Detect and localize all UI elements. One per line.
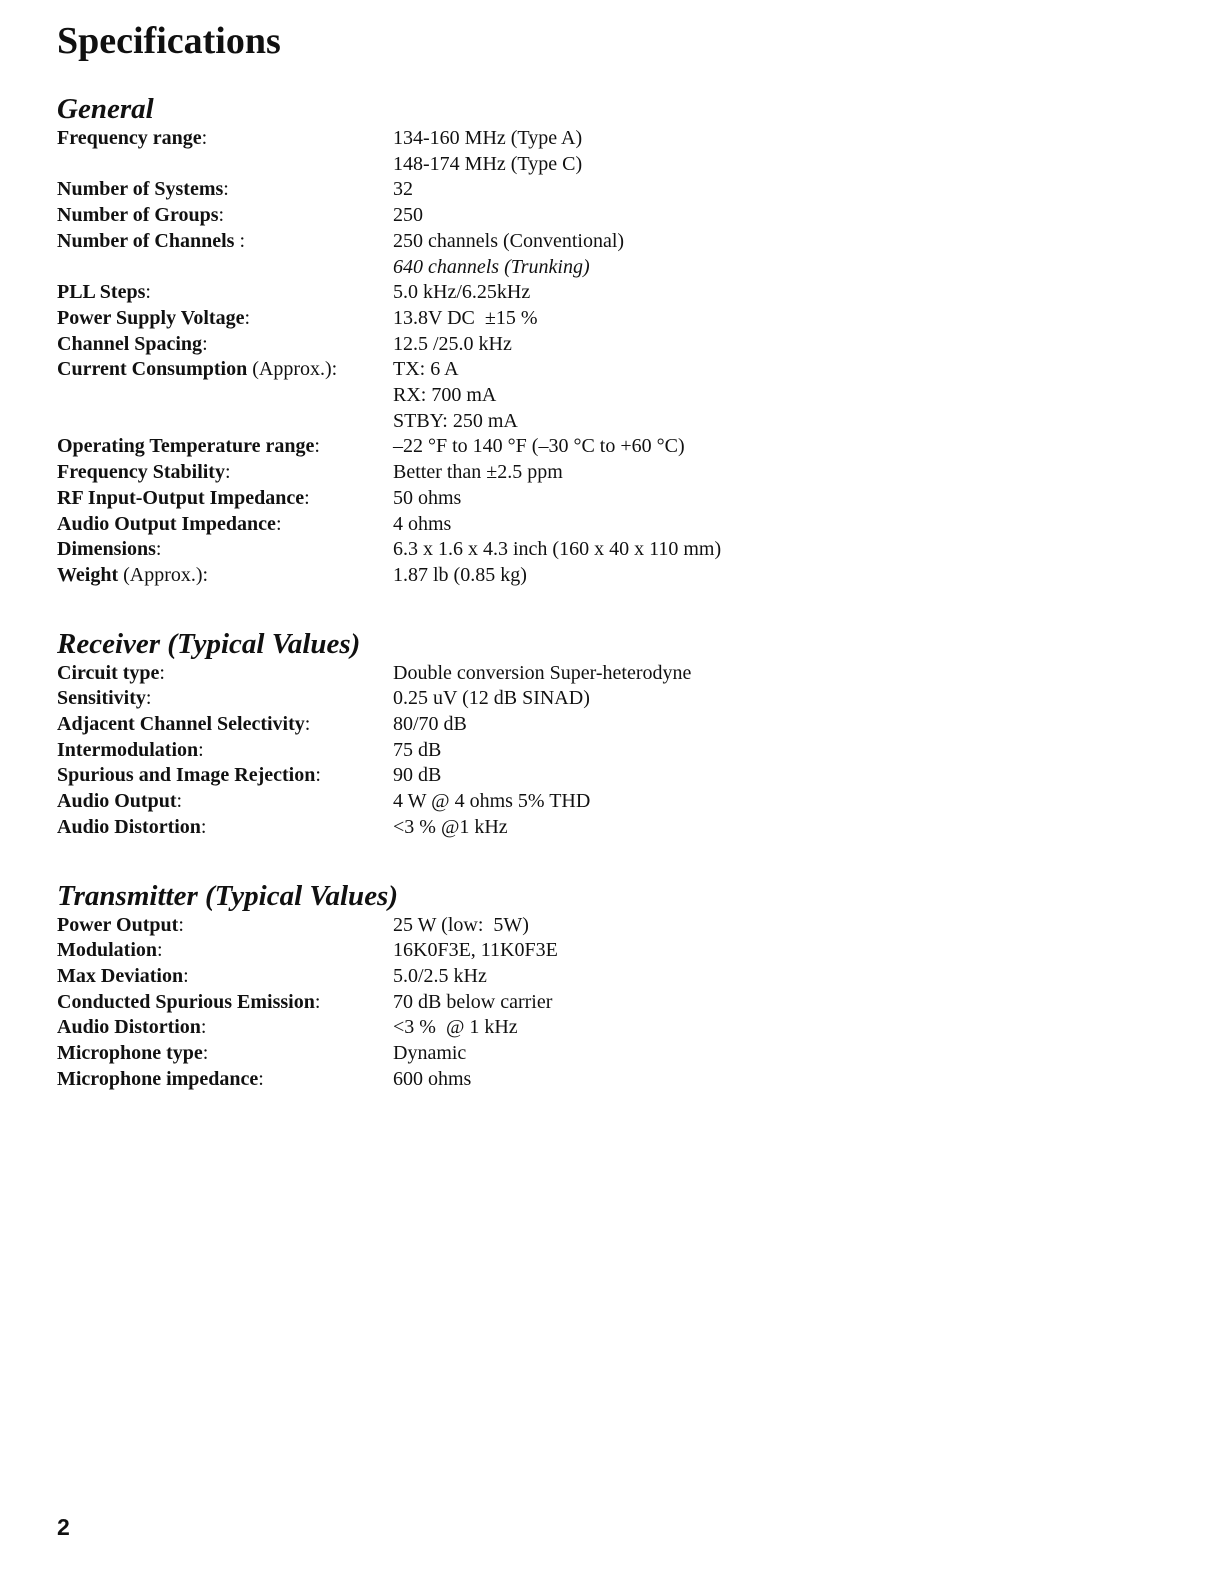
spec-label-name: Frequency range: [57, 127, 202, 149]
spec-values: [393, 357, 1177, 434]
spec-value: 250: [393, 204, 423, 227]
spec-label: [57, 738, 393, 764]
spec-label-suffix: (Approx.):: [118, 563, 209, 586]
spec-label-name: Frequency Stability: [57, 461, 225, 484]
spec-label-suffix: :: [258, 1067, 264, 1090]
spec-label: [57, 938, 393, 964]
spec-value: STBY: 250 mA: [393, 409, 518, 432]
spec-value: 4 ohms: [393, 512, 452, 535]
spec-label-suffix: :: [218, 204, 225, 227]
spec-values: [393, 789, 1177, 815]
spec-row: [57, 486, 1177, 512]
spec-values: [393, 990, 1177, 1016]
spec-values: [393, 913, 1177, 939]
spec-values: [393, 763, 1177, 789]
spec-values: [393, 1015, 1177, 1041]
spec-label-name: Adjacent Channel Selectivity: [57, 713, 305, 736]
spec-label-suffix: :: [223, 178, 229, 201]
section-heading: Transmitter (Typical Values): [57, 879, 399, 912]
spec-label-name: Current Consumption: [57, 358, 248, 381]
spec-label: [57, 990, 393, 1016]
spec-label: [57, 1067, 393, 1093]
spec-label-name: Power Supply Voltage: [57, 306, 245, 329]
spec-value: 250 channels (Conventional): [393, 229, 625, 252]
spec-values: [393, 1041, 1177, 1067]
spec-section: [57, 881, 1177, 1093]
spec-label-suffix: (Approx.):: [247, 358, 338, 381]
spec-label-suffix: :: [275, 512, 282, 535]
spec-values: [393, 229, 1177, 280]
spec-label: [57, 1015, 393, 1041]
spec-label-name: Audio Output: [57, 790, 177, 813]
spec-label: [57, 964, 393, 990]
section-heading: Receiver (Typical Values): [57, 627, 361, 660]
spec-values: [393, 738, 1177, 764]
spec-row: [57, 177, 1177, 203]
spec-value: 25 W (low: 5W): [393, 913, 529, 936]
spec-label-name: Audio Distortion: [57, 1016, 201, 1039]
spec-label-name: Circuit type: [57, 661, 160, 684]
spec-page: [57, 18, 1177, 1093]
spec-value: 50 ohms: [393, 486, 462, 509]
spec-sections: [57, 94, 1177, 1093]
spec-row: [57, 537, 1177, 563]
spec-label-name: Number of Channels: [57, 229, 235, 252]
spec-values: [393, 280, 1177, 306]
spec-values: [393, 563, 1177, 589]
spec-label-suffix: :: [178, 913, 184, 936]
spec-value: 4 W @ 4 ohms 5% THD: [393, 790, 591, 813]
spec-values: [393, 434, 1177, 460]
spec-value: 80/70 dB: [393, 713, 467, 736]
spec-label-name: Sensitivity: [57, 687, 146, 710]
spec-label: [57, 512, 393, 538]
spec-value: 32: [393, 178, 413, 201]
spec-values: [393, 203, 1177, 229]
spec-row: [57, 203, 1177, 229]
spec-row: [57, 712, 1177, 738]
spec-label-suffix: :: [200, 815, 207, 838]
spec-row: [57, 434, 1177, 460]
spec-label-suffix: :: [176, 790, 183, 813]
spec-value: 148-174 MHz (Type C): [393, 152, 583, 175]
spec-label: [57, 332, 393, 358]
spec-label: [57, 763, 393, 789]
spec-label-suffix: :: [314, 990, 321, 1013]
spec-label-name: Operating Temperature range: [57, 435, 315, 458]
spec-value: 134-160 MHz (Type A): [393, 127, 583, 149]
spec-label-name: Max Deviation: [57, 964, 184, 987]
spec-row: [57, 229, 1177, 280]
spec-label-name: Dimensions: [57, 538, 156, 561]
spec-label-suffix: :: [155, 538, 162, 561]
spec-label: [57, 686, 393, 712]
spec-values: [393, 177, 1177, 203]
spec-label-suffix: :: [304, 486, 310, 509]
spec-value: 640 channels (Trunking): [393, 255, 590, 278]
spec-label-suffix: :: [200, 1016, 207, 1039]
spec-label-name: Spurious and Image Rejection: [57, 764, 316, 787]
spec-values: [393, 306, 1177, 332]
spec-label: [57, 913, 393, 939]
spec-value: TX: 6 A: [393, 358, 459, 381]
spec-value: RX: 700 mA: [393, 384, 497, 407]
spec-value: Dynamic: [393, 1042, 467, 1065]
spec-label-name: RF Input-Output Impedance: [57, 486, 305, 509]
page-number: 2: [57, 1514, 70, 1540]
spec-values: [393, 686, 1177, 712]
spec-label-name: Weight: [57, 563, 119, 586]
spec-section: [57, 629, 1177, 841]
spec-row: [57, 738, 1177, 764]
spec-label-suffix: :: [157, 939, 163, 962]
spec-label-suffix: :: [315, 764, 321, 787]
spec-row: [57, 1067, 1177, 1093]
spec-values: [393, 460, 1177, 486]
spec-value: <3 % @1 kHz: [393, 815, 508, 838]
spec-values: [393, 512, 1177, 538]
spec-row: [57, 763, 1177, 789]
spec-value: 16K0F3E, 11K0F3E: [393, 939, 558, 962]
spec-value: 70 dB below carrier: [393, 990, 553, 1013]
spec-value: 90 dB: [393, 764, 442, 787]
spec-label: [57, 177, 393, 203]
spec-label: [57, 563, 393, 589]
spec-value: 75 dB: [393, 738, 442, 761]
spec-value: Double conversion Super-heterodyne: [393, 661, 692, 684]
spec-label: [57, 789, 393, 815]
spec-values: [393, 1067, 1177, 1093]
spec-value: 5.0 kHz/6.25kHz: [393, 281, 531, 304]
spec-label-suffix: :: [202, 332, 208, 355]
section-heading: General: [57, 93, 154, 125]
spec-value: 13.8V DC ±15 %: [393, 306, 538, 329]
spec-values: [393, 712, 1177, 738]
spec-label: [57, 661, 393, 687]
spec-label-suffix: :: [244, 306, 251, 329]
spec-label-suffix: :: [314, 435, 320, 458]
spec-value: –22 °F to 140 °F (–30 °C to +60 °C): [393, 435, 685, 458]
spec-label: [57, 203, 393, 229]
spec-row: [57, 512, 1177, 538]
spec-label-name: Modulation: [57, 939, 158, 962]
spec-row: [57, 280, 1177, 306]
spec-label: [57, 306, 393, 332]
spec-values: [393, 964, 1177, 990]
spec-label: [57, 486, 393, 512]
spec-row: [57, 332, 1177, 358]
spec-label-name: Number of Systems: [57, 178, 224, 201]
spec-label-name: Audio Output Impedance: [57, 512, 276, 535]
spec-value: 5.0/2.5 kHz: [393, 964, 487, 987]
spec-values: [393, 537, 1177, 563]
spec-label-suffix: :: [159, 661, 165, 684]
spec-label-name: Power Output: [57, 913, 179, 936]
spec-label-suffix: :: [304, 713, 311, 736]
spec-label: [57, 537, 393, 563]
spec-label: [57, 434, 393, 460]
spec-row: [57, 460, 1177, 486]
spec-values: [393, 126, 1177, 177]
spec-label-name: Intermodulation: [57, 738, 199, 761]
spec-label: [57, 357, 393, 383]
spec-value: 1.87 lb (0.85 kg): [393, 563, 527, 586]
spec-value: <3 % @ 1 kHz: [393, 1016, 518, 1039]
spec-value: 12.5 /25.0 kHz: [393, 332, 512, 355]
spec-label-name: Channel Spacing: [57, 332, 203, 355]
spec-label-name: Microphone impedance: [57, 1067, 259, 1090]
spec-values: [393, 486, 1177, 512]
spec-row: [57, 563, 1177, 589]
spec-value: 0.25 uV (12 dB SINAD): [393, 687, 590, 710]
spec-label-suffix: :: [224, 461, 231, 484]
spec-label-suffix: :: [198, 738, 204, 761]
spec-row: [57, 913, 1177, 939]
spec-row: [57, 938, 1177, 964]
spec-label-name: PLL Steps: [57, 281, 146, 304]
spec-value: 6.3 x 1.6 x 4.3 inch (160 x 40 x 110 mm): [393, 538, 722, 561]
spec-row: [57, 964, 1177, 990]
spec-label: [57, 280, 393, 306]
spec-label: [57, 815, 393, 841]
spec-values: [393, 815, 1177, 841]
spec-value: 600 ohms: [393, 1067, 472, 1090]
spec-value: Better than ±2.5 ppm: [393, 461, 563, 484]
spec-row: [57, 1015, 1177, 1041]
spec-row: [57, 126, 1177, 177]
spec-values: [393, 332, 1177, 358]
spec-values: [393, 661, 1177, 687]
spec-label-name: Audio Distortion: [57, 815, 201, 838]
spec-row: [57, 306, 1177, 332]
spec-values: [393, 938, 1177, 964]
spec-row: [57, 661, 1177, 687]
spec-label-name: Conducted Spurious Emission: [57, 990, 315, 1013]
spec-row: [57, 1041, 1177, 1067]
spec-row: [57, 357, 1177, 434]
spec-label: [57, 229, 393, 255]
spec-label-suffix: :: [145, 687, 152, 710]
spec-label-name: Microphone type: [57, 1042, 203, 1065]
spec-label-suffix: :: [145, 281, 151, 304]
spec-row: [57, 815, 1177, 841]
spec-label-suffix: :: [202, 1042, 209, 1065]
spec-section: [57, 94, 1177, 589]
spec-label-suffix: :: [183, 964, 189, 987]
spec-row: [57, 789, 1177, 815]
spec-label-name: Number of Groups: [57, 204, 219, 227]
spec-label: [57, 126, 393, 152]
spec-label: [57, 1041, 393, 1067]
spec-row: [57, 990, 1177, 1016]
spec-row: [57, 686, 1177, 712]
spec-label: [57, 460, 393, 486]
spec-label-suffix: :: [201, 127, 208, 149]
spec-label-suffix: :: [234, 229, 245, 252]
page-title: Specifications: [57, 20, 281, 62]
spec-label: [57, 712, 393, 738]
